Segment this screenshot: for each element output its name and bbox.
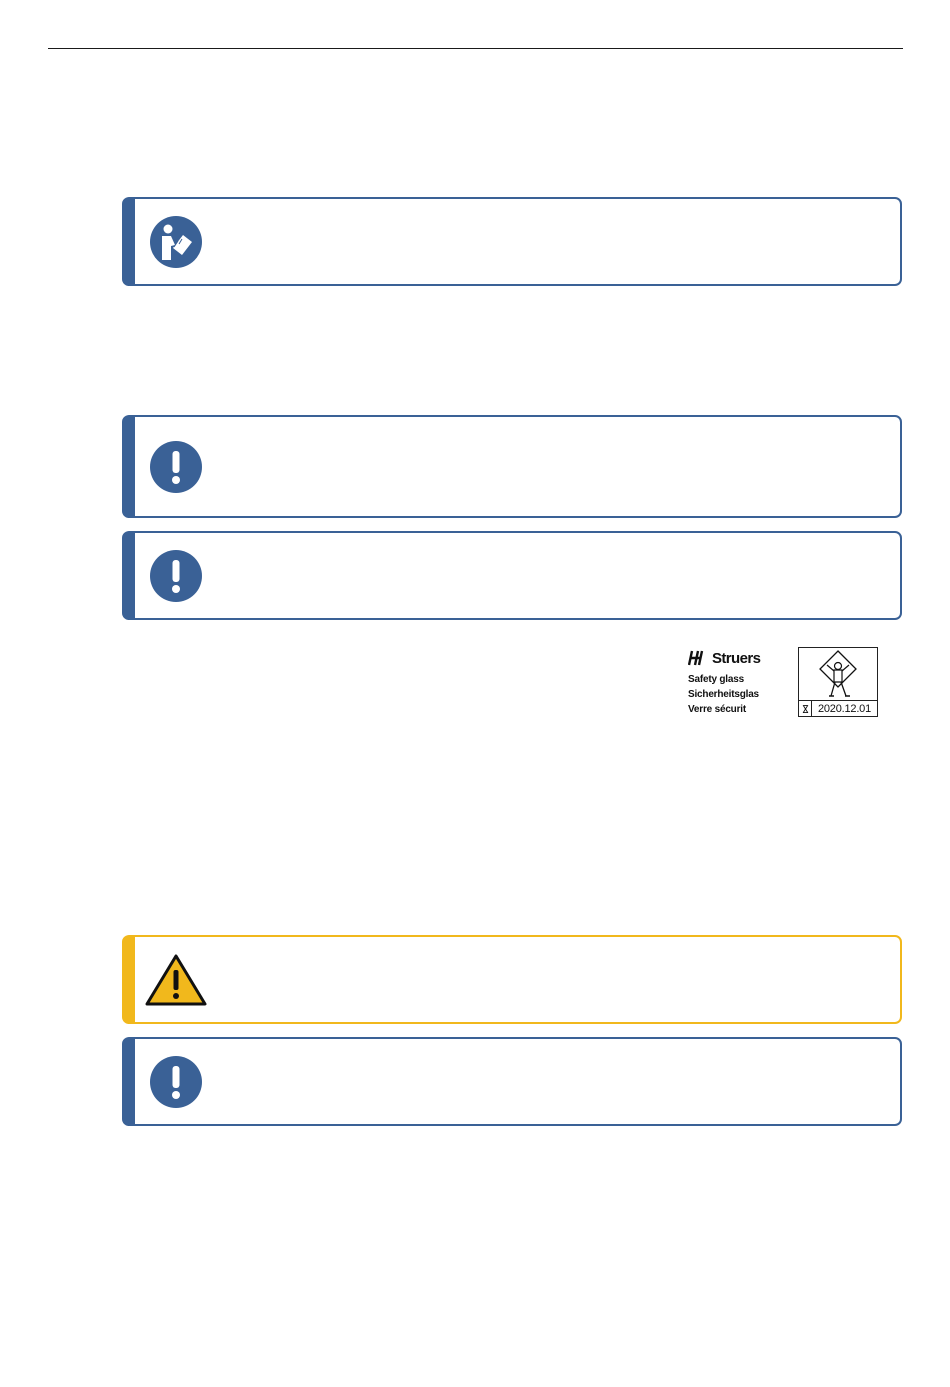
header-rule xyxy=(48,48,903,49)
exclamation-icon xyxy=(149,549,203,603)
notice-important-1 xyxy=(122,415,902,518)
label-line-en: Safety glass xyxy=(688,674,744,685)
sticker-date: 2020.12.01 xyxy=(817,702,872,715)
notice-important-2 xyxy=(122,531,902,620)
manual-reading-icon xyxy=(149,215,203,269)
brand-name: Struers xyxy=(712,649,761,667)
exclamation-icon xyxy=(149,1055,203,1109)
date-sticker xyxy=(798,647,878,717)
brand-logo-icon xyxy=(688,649,710,667)
hourglass-icon xyxy=(799,701,812,716)
notice-important-3 xyxy=(122,1037,902,1126)
exclamation-icon xyxy=(149,440,203,494)
glass-carrier-icon xyxy=(799,648,877,700)
sticker-date-row xyxy=(799,700,877,716)
label-line-fr: Verre sécurit xyxy=(688,704,746,715)
label-line-de: Sicherheitsglas xyxy=(688,689,759,700)
safety-glass-label xyxy=(688,647,888,719)
brand-logo xyxy=(688,647,760,669)
notice-read-manual xyxy=(122,197,902,286)
warning-triangle-icon xyxy=(149,953,203,1007)
notice-caution xyxy=(122,935,902,1024)
